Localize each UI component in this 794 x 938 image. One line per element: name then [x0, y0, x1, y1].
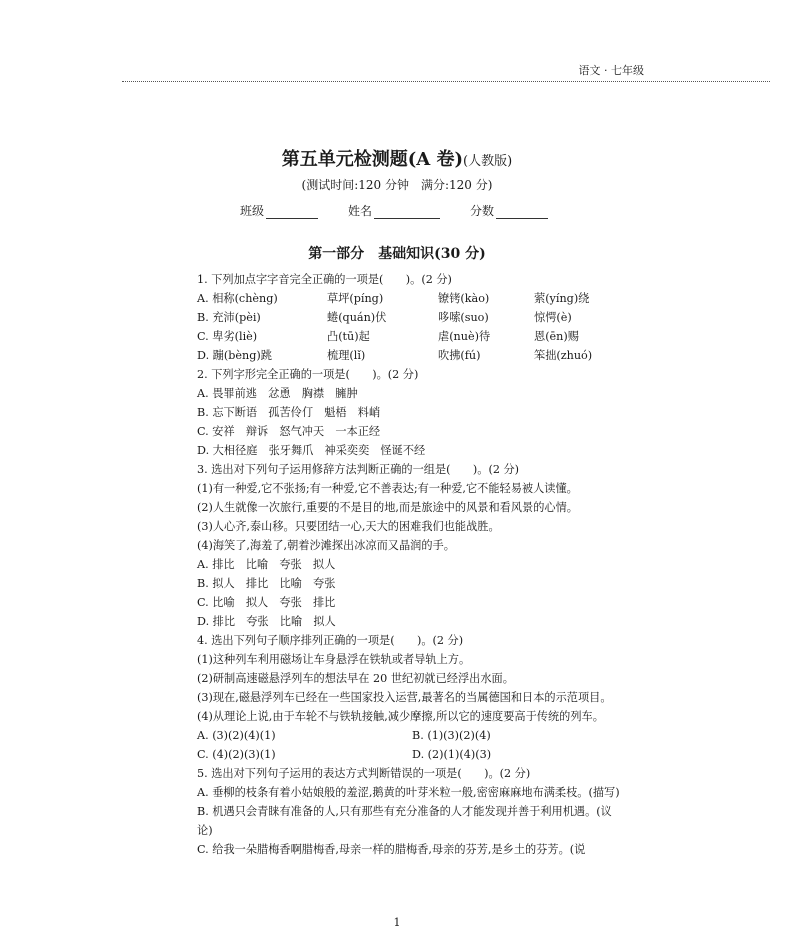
q5-option: B. 机遇只会青睐有准备的人,只有那些有充分准备的人才能发现并善于利用机遇。(议论): [197, 805, 612, 837]
title-edition: (人教版): [463, 154, 513, 169]
option: 惊愕(è): [534, 311, 572, 324]
q3-option: A. 排比 比喻 夸张 拟人: [197, 558, 336, 571]
option: B. (1)(3)(2)(4): [412, 729, 491, 742]
q3-stem: 3. 选出对下列句子运用修辞方法判断正确的一组是( )。(2 分): [197, 463, 520, 476]
option: 虐(nuè)待: [438, 330, 491, 343]
option: D. (2)(1)(4)(3): [412, 748, 492, 761]
q4-option-row: [197, 726, 627, 745]
option: 梳理(lǐ): [327, 349, 366, 362]
option: 镣铐(kào): [438, 292, 490, 305]
page-title: [0, 145, 794, 171]
q2-option: D. 大相径庭 张牙舞爪 神采奕奕 怪诞不经: [197, 444, 426, 457]
q5-option: C. 给我一朵腊梅香啊腊梅香,母亲一样的腊梅香,母亲的芬芳,是乡土的芬芳。(说: [197, 843, 586, 856]
option: B. 充沛(pèi): [197, 311, 261, 324]
blank-line[interactable]: [374, 206, 440, 219]
q3-sentence: (4)海笑了,海羞了,朝着沙滩探出冰凉而又晶润的手。: [197, 539, 455, 552]
option: 萦(yíng)绕: [534, 292, 590, 305]
q3-option: D. 排比 夸张 比喻 拟人: [197, 615, 336, 628]
field-score[interactable]: [470, 202, 548, 219]
field-label: 班级: [240, 204, 265, 218]
q5-stem: 5. 选出对下列句子运用的表达方式判断错误的一项是( )。(2 分): [197, 767, 531, 780]
blank-line[interactable]: [496, 206, 548, 219]
option: 笨拙(zhuó): [534, 349, 593, 362]
field-label: 分数: [470, 204, 495, 218]
q3-option: B. 拟人 排比 比喻 夸张: [197, 577, 336, 590]
option: 蜷(quán)伏: [327, 311, 387, 324]
q1-option-row: [197, 346, 627, 365]
q4-sentence: (2)研制高速磁悬浮列车的想法早在 20 世纪初就已经浮出水面。: [197, 672, 514, 685]
q1-option-row: [197, 289, 627, 308]
title-main: 第五单元检测题(A 卷): [281, 149, 464, 170]
option: C. (4)(2)(3)(1): [197, 748, 276, 761]
option: D. 蹦(bèng)跳: [197, 349, 272, 362]
field-class[interactable]: [240, 202, 318, 219]
option: C. 卑劣(liè): [197, 330, 258, 343]
q2-stem: 2. 下列字形完全正确的一项是( )。(2 分): [197, 368, 419, 381]
q5-option: A. 垂柳的枝条有着小姑娘般的羞涩,鹅黄的叶芽米粒一般,密密麻麻地布满柔枝。(描写): [197, 786, 620, 799]
q4-stem: 4. 选出下列句子顺序排列正确的一项是( )。(2 分): [197, 634, 464, 647]
q3-sentence: (3)人心齐,泰山移。只要团结一心,天大的困难我们也能战胜。: [197, 520, 500, 533]
field-name[interactable]: [348, 202, 440, 219]
q2-option: B. 忘下断语 孤苦伶仃 魁梧 料峭: [197, 406, 381, 419]
page-number: 1: [393, 916, 401, 929]
option: 哆嗦(suo): [438, 311, 489, 324]
option: A. (3)(2)(4)(1): [197, 729, 276, 742]
q2-option: A. 畏罪前逃 忿恿 胸襟 臃肿: [197, 387, 358, 400]
questions: [197, 270, 627, 859]
q4-sentence: (4)从理论上说,由于车轮不与铁轨接触,减少摩擦,所以它的速度要高于传统的列车。: [197, 710, 604, 723]
section-heading: 第一部分 基础知识(30 分): [308, 246, 486, 262]
q4-sentence: (1)这种列车利用磁场让车身悬浮在铁轨或者导轨上方。: [197, 653, 471, 666]
option: 凸(tū)起: [327, 330, 370, 343]
q3-option: C. 比喻 拟人 夸张 排比: [197, 596, 336, 609]
option: A. 相称(chèng): [197, 292, 278, 305]
q4-option-row: [197, 745, 627, 764]
q1-option-row: [197, 327, 627, 346]
option: 恩(ēn)赐: [534, 330, 579, 343]
q1-stem: 1. 下列加点字字音完全正确的一项是( )。(2 分): [197, 273, 452, 286]
q2-option: C. 安祥 辩诉 怒气冲天 一本正经: [197, 425, 381, 438]
header-rule: [122, 81, 770, 82]
blank-line[interactable]: [266, 206, 318, 219]
q4-sentence: (3)现在,磁悬浮列车已经在一些国家投入运营,最著名的当属德国和日本的示范项目。: [197, 691, 612, 704]
q3-sentence: (1)有一种爱,它不张扬;有一种爱,它不善表达;有一种爱,它不能轻易被人读懂。: [197, 482, 578, 495]
student-fields: [240, 202, 548, 219]
option: 吹拂(fú): [438, 349, 481, 362]
q3-sentence: (2)人生就像一次旅行,重要的不是目的地,而是旅途中的风景和看风景的心情。: [197, 501, 578, 514]
header-subject: 语文 · 七年级: [578, 64, 644, 77]
option: 草坪(píng): [327, 292, 384, 305]
exam-info: (测试时间:120 分钟 满分:120 分): [301, 178, 493, 192]
q1-option-row: [197, 308, 627, 327]
field-label: 姓名: [348, 204, 373, 218]
